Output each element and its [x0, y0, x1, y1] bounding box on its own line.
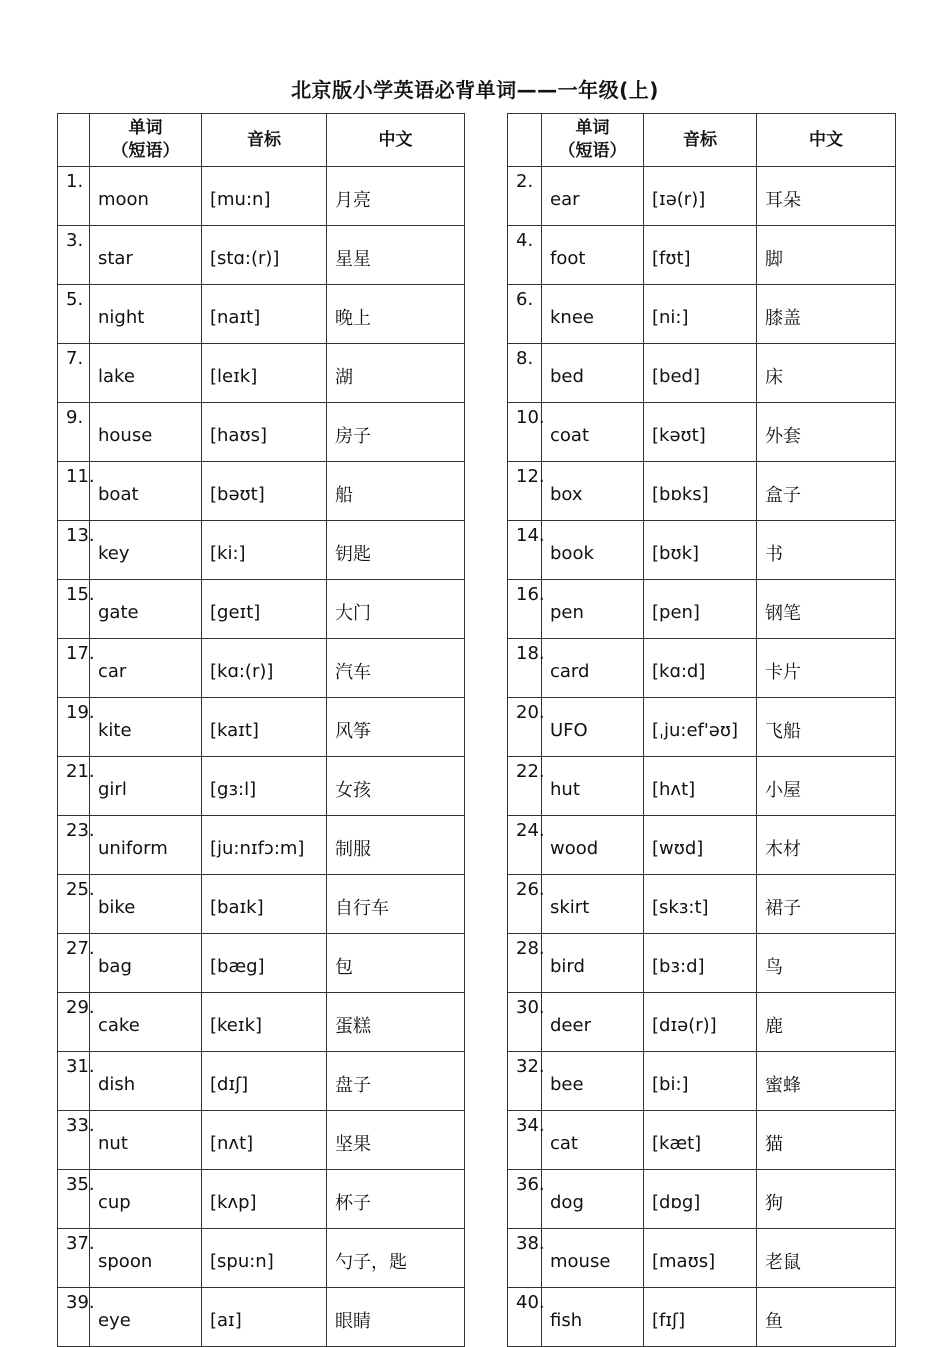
phonetic-cell: [dɒg]	[644, 1170, 757, 1229]
row-number: 15.	[58, 580, 90, 639]
chinese-cell: 木材	[757, 816, 896, 875]
table-row	[508, 816, 896, 875]
word-cell: deer	[542, 993, 644, 1052]
row-number: 8.	[508, 344, 542, 403]
word-cell: kite	[90, 698, 202, 757]
row-number: 12.	[508, 462, 542, 521]
chinese-cell: 鹿	[757, 993, 896, 1052]
phonetic-cell: [baɪk]	[202, 875, 327, 934]
chinese-cell: 女孩	[327, 757, 465, 816]
table-row	[58, 285, 465, 344]
header-row	[508, 114, 896, 167]
chinese-cell: 床	[757, 344, 896, 403]
row-number: 25.	[58, 875, 90, 934]
table-row	[508, 757, 896, 816]
phonetic-cell: [ki:]	[202, 521, 327, 580]
chinese-cell: 鱼	[757, 1288, 896, 1347]
header-word	[542, 114, 644, 167]
chinese-cell: 盒子	[757, 462, 896, 521]
header-chinese: 中文	[327, 114, 465, 167]
word-cell: boat	[90, 462, 202, 521]
table-row	[58, 1111, 465, 1170]
phonetic-cell: [kɑ:(r)]	[202, 639, 327, 698]
phonetic-cell: [kɑ:d]	[644, 639, 757, 698]
chinese-cell: 鸟	[757, 934, 896, 993]
phonetic-cell: [fʊt]	[644, 226, 757, 285]
word-cell: bird	[542, 934, 644, 993]
table-row	[508, 875, 896, 934]
phonetic-cell: [fɪʃ]	[644, 1288, 757, 1347]
chinese-cell: 书	[757, 521, 896, 580]
table-row	[58, 639, 465, 698]
word-cell: house	[90, 403, 202, 462]
chinese-cell: 制服	[327, 816, 465, 875]
table-row	[508, 698, 896, 757]
phonetic-cell: [geɪt]	[202, 580, 327, 639]
row-number: 10.	[508, 403, 542, 462]
header-num	[508, 114, 542, 167]
table-row	[508, 1111, 896, 1170]
table-row	[58, 757, 465, 816]
phonetic-cell: [kʌp]	[202, 1170, 327, 1229]
chinese-cell: 杯子	[327, 1170, 465, 1229]
table-row	[508, 285, 896, 344]
chinese-cell: 湖	[327, 344, 465, 403]
table-row	[58, 1288, 465, 1347]
word-cell: pen	[542, 580, 644, 639]
chinese-cell: 汽车	[327, 639, 465, 698]
word-cell: UFO	[542, 698, 644, 757]
row-number: 16.	[508, 580, 542, 639]
row-number: 22.	[508, 757, 542, 816]
phonetic-cell: [bɒks]	[644, 462, 757, 521]
phonetic-cell: [skɜ:t]	[644, 875, 757, 934]
chinese-cell: 老鼠	[757, 1229, 896, 1288]
page-title: 北京版小学英语必背单词——一年级(上)	[291, 78, 659, 102]
chinese-cell: 膝盖	[757, 285, 896, 344]
phonetic-cell: [ˌju:ef'əʊ]	[644, 698, 757, 757]
chinese-cell: 卡片	[757, 639, 896, 698]
word-cell: hut	[542, 757, 644, 816]
word-cell: dish	[90, 1052, 202, 1111]
vocab-table-left	[57, 113, 465, 1347]
word-cell: star	[90, 226, 202, 285]
word-cell: bike	[90, 875, 202, 934]
phonetic-cell: [dɪʃ]	[202, 1052, 327, 1111]
row-number: 37.	[58, 1229, 90, 1288]
row-number: 30.	[508, 993, 542, 1052]
header-word-line1: 单词	[128, 118, 163, 138]
phonetic-cell: [nʌt]	[202, 1111, 327, 1170]
word-cell: spoon	[90, 1229, 202, 1288]
table-row	[508, 226, 896, 285]
phonetic-cell: [haʊs]	[202, 403, 327, 462]
word-cell: skirt	[542, 875, 644, 934]
chinese-cell: 狗	[757, 1170, 896, 1229]
phonetic-cell: [maʊs]	[644, 1229, 757, 1288]
phonetic-cell: [naɪt]	[202, 285, 327, 344]
word-cell: foot	[542, 226, 644, 285]
phonetic-cell: [spu:n]	[202, 1229, 327, 1288]
chinese-cell: 坚果	[327, 1111, 465, 1170]
table-row	[58, 462, 465, 521]
phonetic-cell: [bi:]	[644, 1052, 757, 1111]
table-row	[508, 934, 896, 993]
chinese-cell: 勺子，匙	[327, 1229, 465, 1288]
chinese-cell: 耳朵	[757, 167, 896, 226]
word-cell: cake	[90, 993, 202, 1052]
word-cell: ear	[542, 167, 644, 226]
chinese-cell: 小屋	[757, 757, 896, 816]
phonetic-cell: [gɜ:l]	[202, 757, 327, 816]
word-cell: gate	[90, 580, 202, 639]
chinese-cell: 眼睛	[327, 1288, 465, 1347]
chinese-cell: 脚	[757, 226, 896, 285]
phonetic-cell: [kəʊt]	[644, 403, 757, 462]
word-cell: box	[542, 462, 644, 521]
row-number: 3.	[58, 226, 90, 285]
chinese-cell: 风筝	[327, 698, 465, 757]
word-cell: bed	[542, 344, 644, 403]
word-cell: car	[90, 639, 202, 698]
table-row	[508, 521, 896, 580]
word-cell: eye	[90, 1288, 202, 1347]
row-number: 17.	[58, 639, 90, 698]
word-cell: cat	[542, 1111, 644, 1170]
row-number: 4.	[508, 226, 542, 285]
table-row	[508, 344, 896, 403]
word-cell: dog	[542, 1170, 644, 1229]
table-row	[508, 1229, 896, 1288]
row-number: 39.	[58, 1288, 90, 1347]
row-number: 9.	[58, 403, 90, 462]
chinese-cell: 蛋糕	[327, 993, 465, 1052]
header-phonetic: 音标	[202, 114, 327, 167]
row-number: 27.	[58, 934, 90, 993]
header-phonetic: 音标	[644, 114, 757, 167]
chinese-cell: 包	[327, 934, 465, 993]
header-chinese: 中文	[757, 114, 896, 167]
phonetic-cell: [mu:n]	[202, 167, 327, 226]
row-number: 31.	[58, 1052, 90, 1111]
table-row	[508, 1170, 896, 1229]
table-row	[58, 934, 465, 993]
table-row	[58, 521, 465, 580]
word-cell: mouse	[542, 1229, 644, 1288]
chinese-cell: 盘子	[327, 1052, 465, 1111]
word-cell: card	[542, 639, 644, 698]
word-cell: night	[90, 285, 202, 344]
word-cell: wood	[542, 816, 644, 875]
row-number: 33.	[58, 1111, 90, 1170]
row-number: 24.	[508, 816, 542, 875]
vocab-table-right	[507, 113, 896, 1347]
table-row	[58, 875, 465, 934]
table-row	[58, 816, 465, 875]
word-cell: girl	[90, 757, 202, 816]
row-number: 11.	[58, 462, 90, 521]
chinese-cell: 钥匙	[327, 521, 465, 580]
table-row	[508, 167, 896, 226]
row-number: 1.	[58, 167, 90, 226]
phonetic-cell: [bæg]	[202, 934, 327, 993]
header-word-line2: （短语）	[111, 141, 180, 161]
phonetic-cell: [kaɪt]	[202, 698, 327, 757]
phonetic-cell: [bʊk]	[644, 521, 757, 580]
phonetic-cell: [leɪk]	[202, 344, 327, 403]
table-row	[508, 1288, 896, 1347]
row-number: 21.	[58, 757, 90, 816]
table-row	[58, 403, 465, 462]
word-cell: fish	[542, 1288, 644, 1347]
phonetic-cell: [keɪk]	[202, 993, 327, 1052]
chinese-cell: 月亮	[327, 167, 465, 226]
table-row	[58, 580, 465, 639]
row-number: 20.	[508, 698, 542, 757]
table-row	[508, 462, 896, 521]
table-row	[58, 167, 465, 226]
word-cell: bee	[542, 1052, 644, 1111]
word-cell: knee	[542, 285, 644, 344]
word-cell: nut	[90, 1111, 202, 1170]
row-number: 38.	[508, 1229, 542, 1288]
chinese-cell: 晚上	[327, 285, 465, 344]
chinese-cell: 星星	[327, 226, 465, 285]
chinese-cell: 自行车	[327, 875, 465, 934]
table-row	[58, 1052, 465, 1111]
row-number: 26.	[508, 875, 542, 934]
row-number: 35.	[58, 1170, 90, 1229]
word-cell: uniform	[90, 816, 202, 875]
word-cell: key	[90, 521, 202, 580]
row-number: 28.	[508, 934, 542, 993]
word-cell: moon	[90, 167, 202, 226]
table-row	[508, 1052, 896, 1111]
row-number: 29.	[58, 993, 90, 1052]
row-number: 5.	[58, 285, 90, 344]
word-cell: coat	[542, 403, 644, 462]
row-number: 14.	[508, 521, 542, 580]
row-number: 36.	[508, 1170, 542, 1229]
chinese-cell: 飞船	[757, 698, 896, 757]
phonetic-cell: [bəʊt]	[202, 462, 327, 521]
row-number: 6.	[508, 285, 542, 344]
phonetic-cell: [dɪə(r)]	[644, 993, 757, 1052]
chinese-cell: 钢笔	[757, 580, 896, 639]
word-cell: cup	[90, 1170, 202, 1229]
phonetic-cell: [bɜ:d]	[644, 934, 757, 993]
table-row	[508, 403, 896, 462]
phonetic-cell: [stɑ:(r)]	[202, 226, 327, 285]
chinese-cell: 蜜蜂	[757, 1052, 896, 1111]
phonetic-cell: [kæt]	[644, 1111, 757, 1170]
word-cell: bag	[90, 934, 202, 993]
phonetic-cell: [ɪə(r)]	[644, 167, 757, 226]
row-number: 34.	[508, 1111, 542, 1170]
header-row	[58, 114, 465, 167]
phonetic-cell: [aɪ]	[202, 1288, 327, 1347]
table-row	[508, 580, 896, 639]
row-number: 19.	[58, 698, 90, 757]
word-cell: lake	[90, 344, 202, 403]
phonetic-cell: [pen]	[644, 580, 757, 639]
row-number: 18.	[508, 639, 542, 698]
table-row	[58, 344, 465, 403]
phonetic-cell: [ju:nɪfɔ:m]	[202, 816, 327, 875]
table-row	[58, 226, 465, 285]
chinese-cell: 大门	[327, 580, 465, 639]
phonetic-cell: [bed]	[644, 344, 757, 403]
row-number: 2.	[508, 167, 542, 226]
chinese-cell: 猫	[757, 1111, 896, 1170]
header-word	[90, 114, 202, 167]
phonetic-cell: [wʊd]	[644, 816, 757, 875]
table-row	[58, 1170, 465, 1229]
row-number: 23.	[58, 816, 90, 875]
table-row	[58, 1229, 465, 1288]
row-number: 32.	[508, 1052, 542, 1111]
header-word-line2: （短语）	[558, 141, 627, 161]
header-word-line1: 单词	[575, 118, 610, 138]
table-row	[58, 993, 465, 1052]
table-row	[508, 639, 896, 698]
header-num	[58, 114, 90, 167]
chinese-cell: 外套	[757, 403, 896, 462]
phonetic-cell: [hʌt]	[644, 757, 757, 816]
row-number: 40.	[508, 1288, 542, 1347]
chinese-cell: 船	[327, 462, 465, 521]
table-row	[508, 993, 896, 1052]
table-row	[58, 698, 465, 757]
chinese-cell: 裙子	[757, 875, 896, 934]
chinese-cell: 房子	[327, 403, 465, 462]
word-cell: book	[542, 521, 644, 580]
row-number: 7.	[58, 344, 90, 403]
row-number: 13.	[58, 521, 90, 580]
phonetic-cell: [ni:]	[644, 285, 757, 344]
